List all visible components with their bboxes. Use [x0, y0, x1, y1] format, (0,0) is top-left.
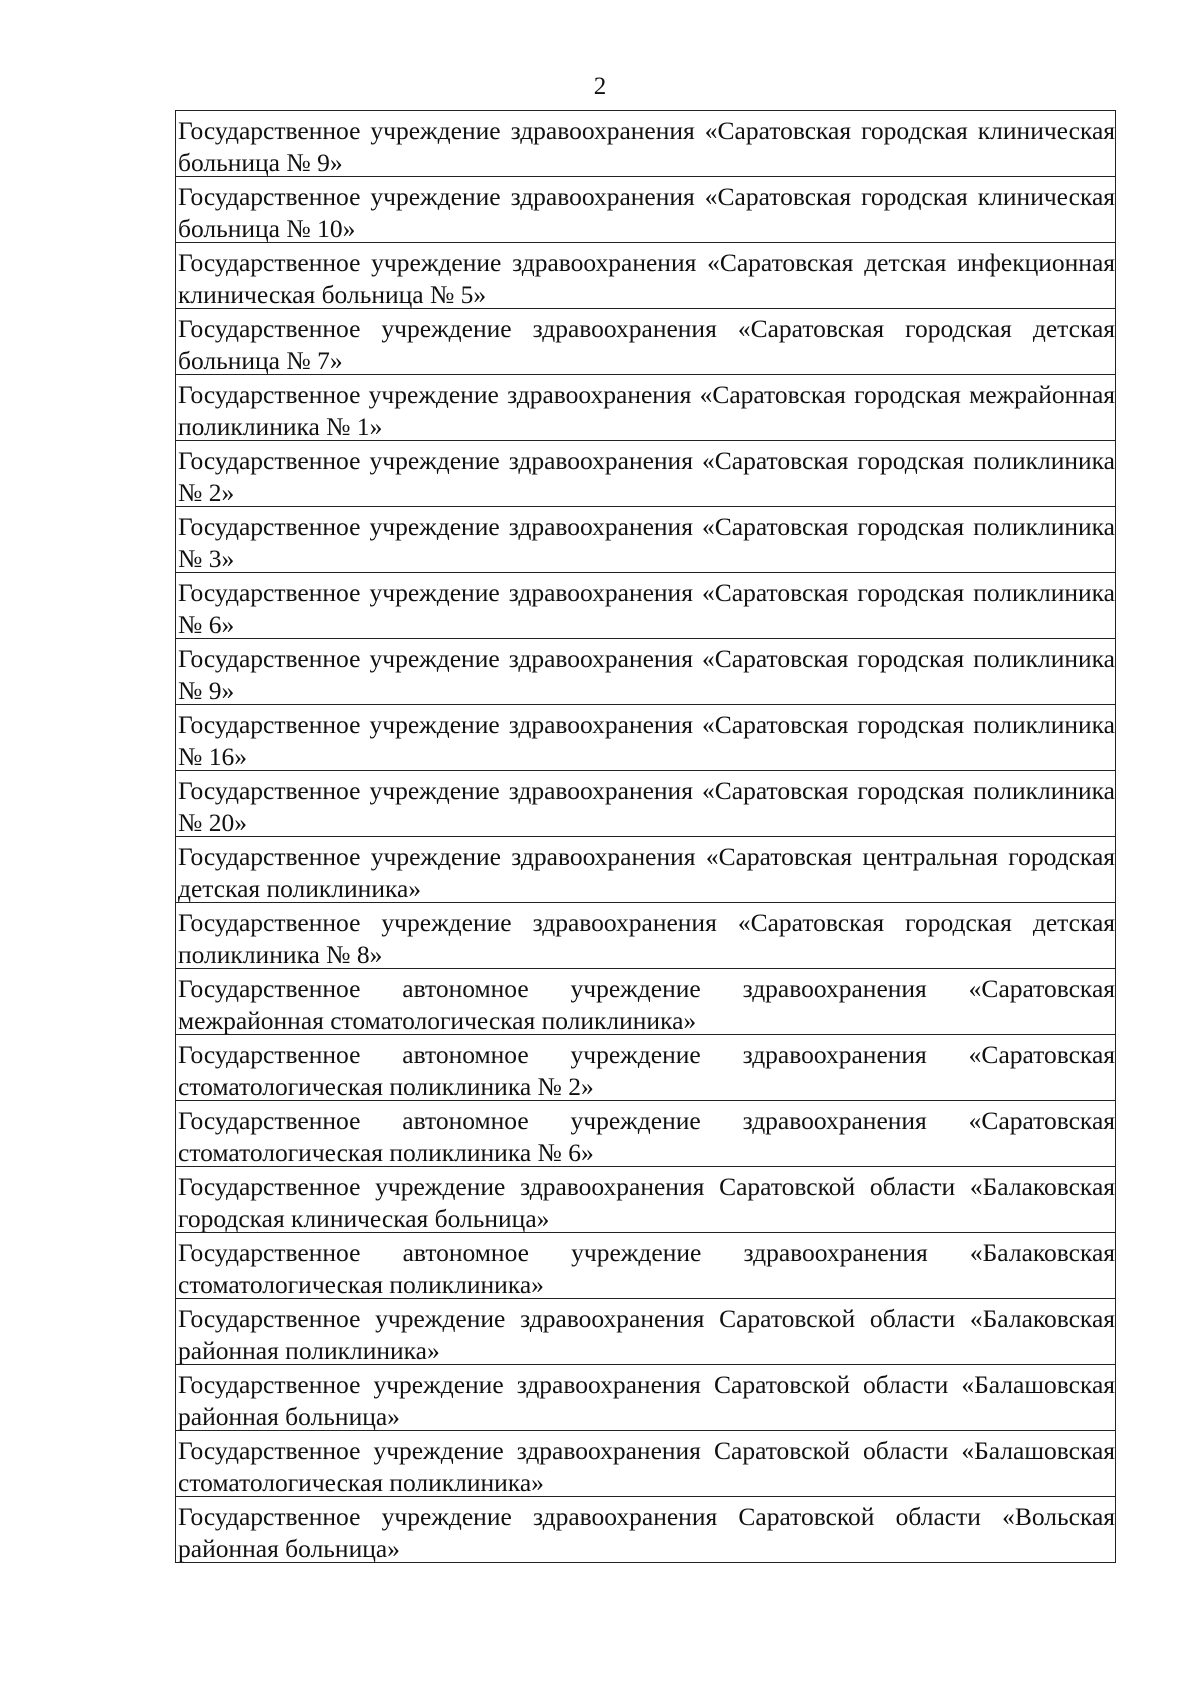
table-row — [176, 573, 1115, 639]
table-row — [176, 705, 1115, 771]
institution-name: Государственное автономное учреждение здравоохранения «Саратовская межрайонная стоматологическая поликлиника» — [178, 974, 1115, 1035]
table-row — [176, 771, 1115, 837]
table-row — [176, 507, 1115, 573]
table-row — [176, 177, 1115, 243]
institution-name: Государственное автономное учреждение здравоохранения «Саратовская стоматологическая поликлиника № 6» — [178, 1106, 1115, 1167]
page-number: 2 — [593, 73, 607, 100]
institutions-table — [175, 110, 1116, 1563]
institution-name: Государственное учреждение здравоохранения «Саратовская городская поликлиника № 2» — [178, 446, 1115, 507]
institution-name: Государственное учреждение здравоохранения Саратовской области «Вольская районная больница» — [178, 1502, 1115, 1563]
institution-name: Государственное автономное учреждение здравоохранения «Саратовская стоматологическая поликлиника № 2» — [178, 1040, 1115, 1101]
institution-name: Государственное учреждение здравоохранения «Саратовская центральная городская детская поликлиника» — [178, 842, 1115, 903]
institution-name: Государственное учреждение здравоохранения «Саратовская городская детская больница № 7» — [178, 314, 1115, 375]
institution-name: Государственное учреждение здравоохранения «Саратовская городская клиническая больница № 10» — [178, 182, 1115, 243]
table-row — [176, 1365, 1115, 1431]
table-row — [176, 969, 1115, 1035]
table-row — [176, 441, 1115, 507]
institution-name: Государственное учреждение здравоохранения «Саратовская городская поликлиника № 3» — [178, 512, 1115, 573]
table-row — [176, 375, 1115, 441]
institution-name: Государственное учреждение здравоохранения «Саратовская городская клиническая больница № 9» — [178, 116, 1115, 177]
table-row — [176, 837, 1115, 903]
table-row — [176, 1431, 1115, 1497]
institution-name: Государственное учреждение здравоохранения «Саратовская детская инфекционная клиническая больница № 5» — [178, 248, 1115, 309]
table-row — [176, 903, 1115, 969]
table-row — [176, 639, 1115, 705]
institution-name: Государственное учреждение здравоохранения «Саратовская городская поликлиника № 6» — [178, 578, 1115, 639]
institution-name: Государственное автономное учреждение здравоохранения «Балаковская стоматологическая поликлиника» — [178, 1238, 1115, 1299]
table-row — [176, 1035, 1115, 1101]
institution-name: Государственное учреждение здравоохранения «Саратовская городская поликлиника № 16» — [178, 710, 1115, 771]
institution-name: Государственное учреждение здравоохранения «Саратовская городская поликлиника № 9» — [178, 644, 1115, 705]
table-row — [176, 1233, 1115, 1299]
table-row — [176, 309, 1115, 375]
institution-name: Государственное учреждение здравоохранения «Саратовская городская межрайонная поликлиника № 1» — [178, 380, 1115, 441]
institution-name: Государственное учреждение здравоохранения Саратовской области «Балаковская городская клиническая больница» — [178, 1172, 1115, 1233]
table-row — [176, 1497, 1115, 1563]
table-row — [176, 1167, 1115, 1233]
institution-name: Государственное учреждение здравоохранения Саратовской области «Балаковская районная поликлиника» — [178, 1304, 1115, 1365]
institution-name: Государственное учреждение здравоохранения «Саратовская городская поликлиника № 20» — [178, 776, 1115, 837]
institution-name: Государственное учреждение здравоохранения Саратовской области «Балашовская районная больница» — [178, 1370, 1115, 1431]
institution-name: Государственное учреждение здравоохранения Саратовской области «Балашовская стоматологическая поликлиника» — [178, 1436, 1115, 1497]
table-row — [176, 1299, 1115, 1365]
table-row — [176, 243, 1115, 309]
table-row — [176, 1101, 1115, 1167]
table-row — [176, 111, 1115, 177]
institution-name: Государственное учреждение здравоохранения «Саратовская городская детская поликлиника № 8» — [178, 908, 1115, 969]
